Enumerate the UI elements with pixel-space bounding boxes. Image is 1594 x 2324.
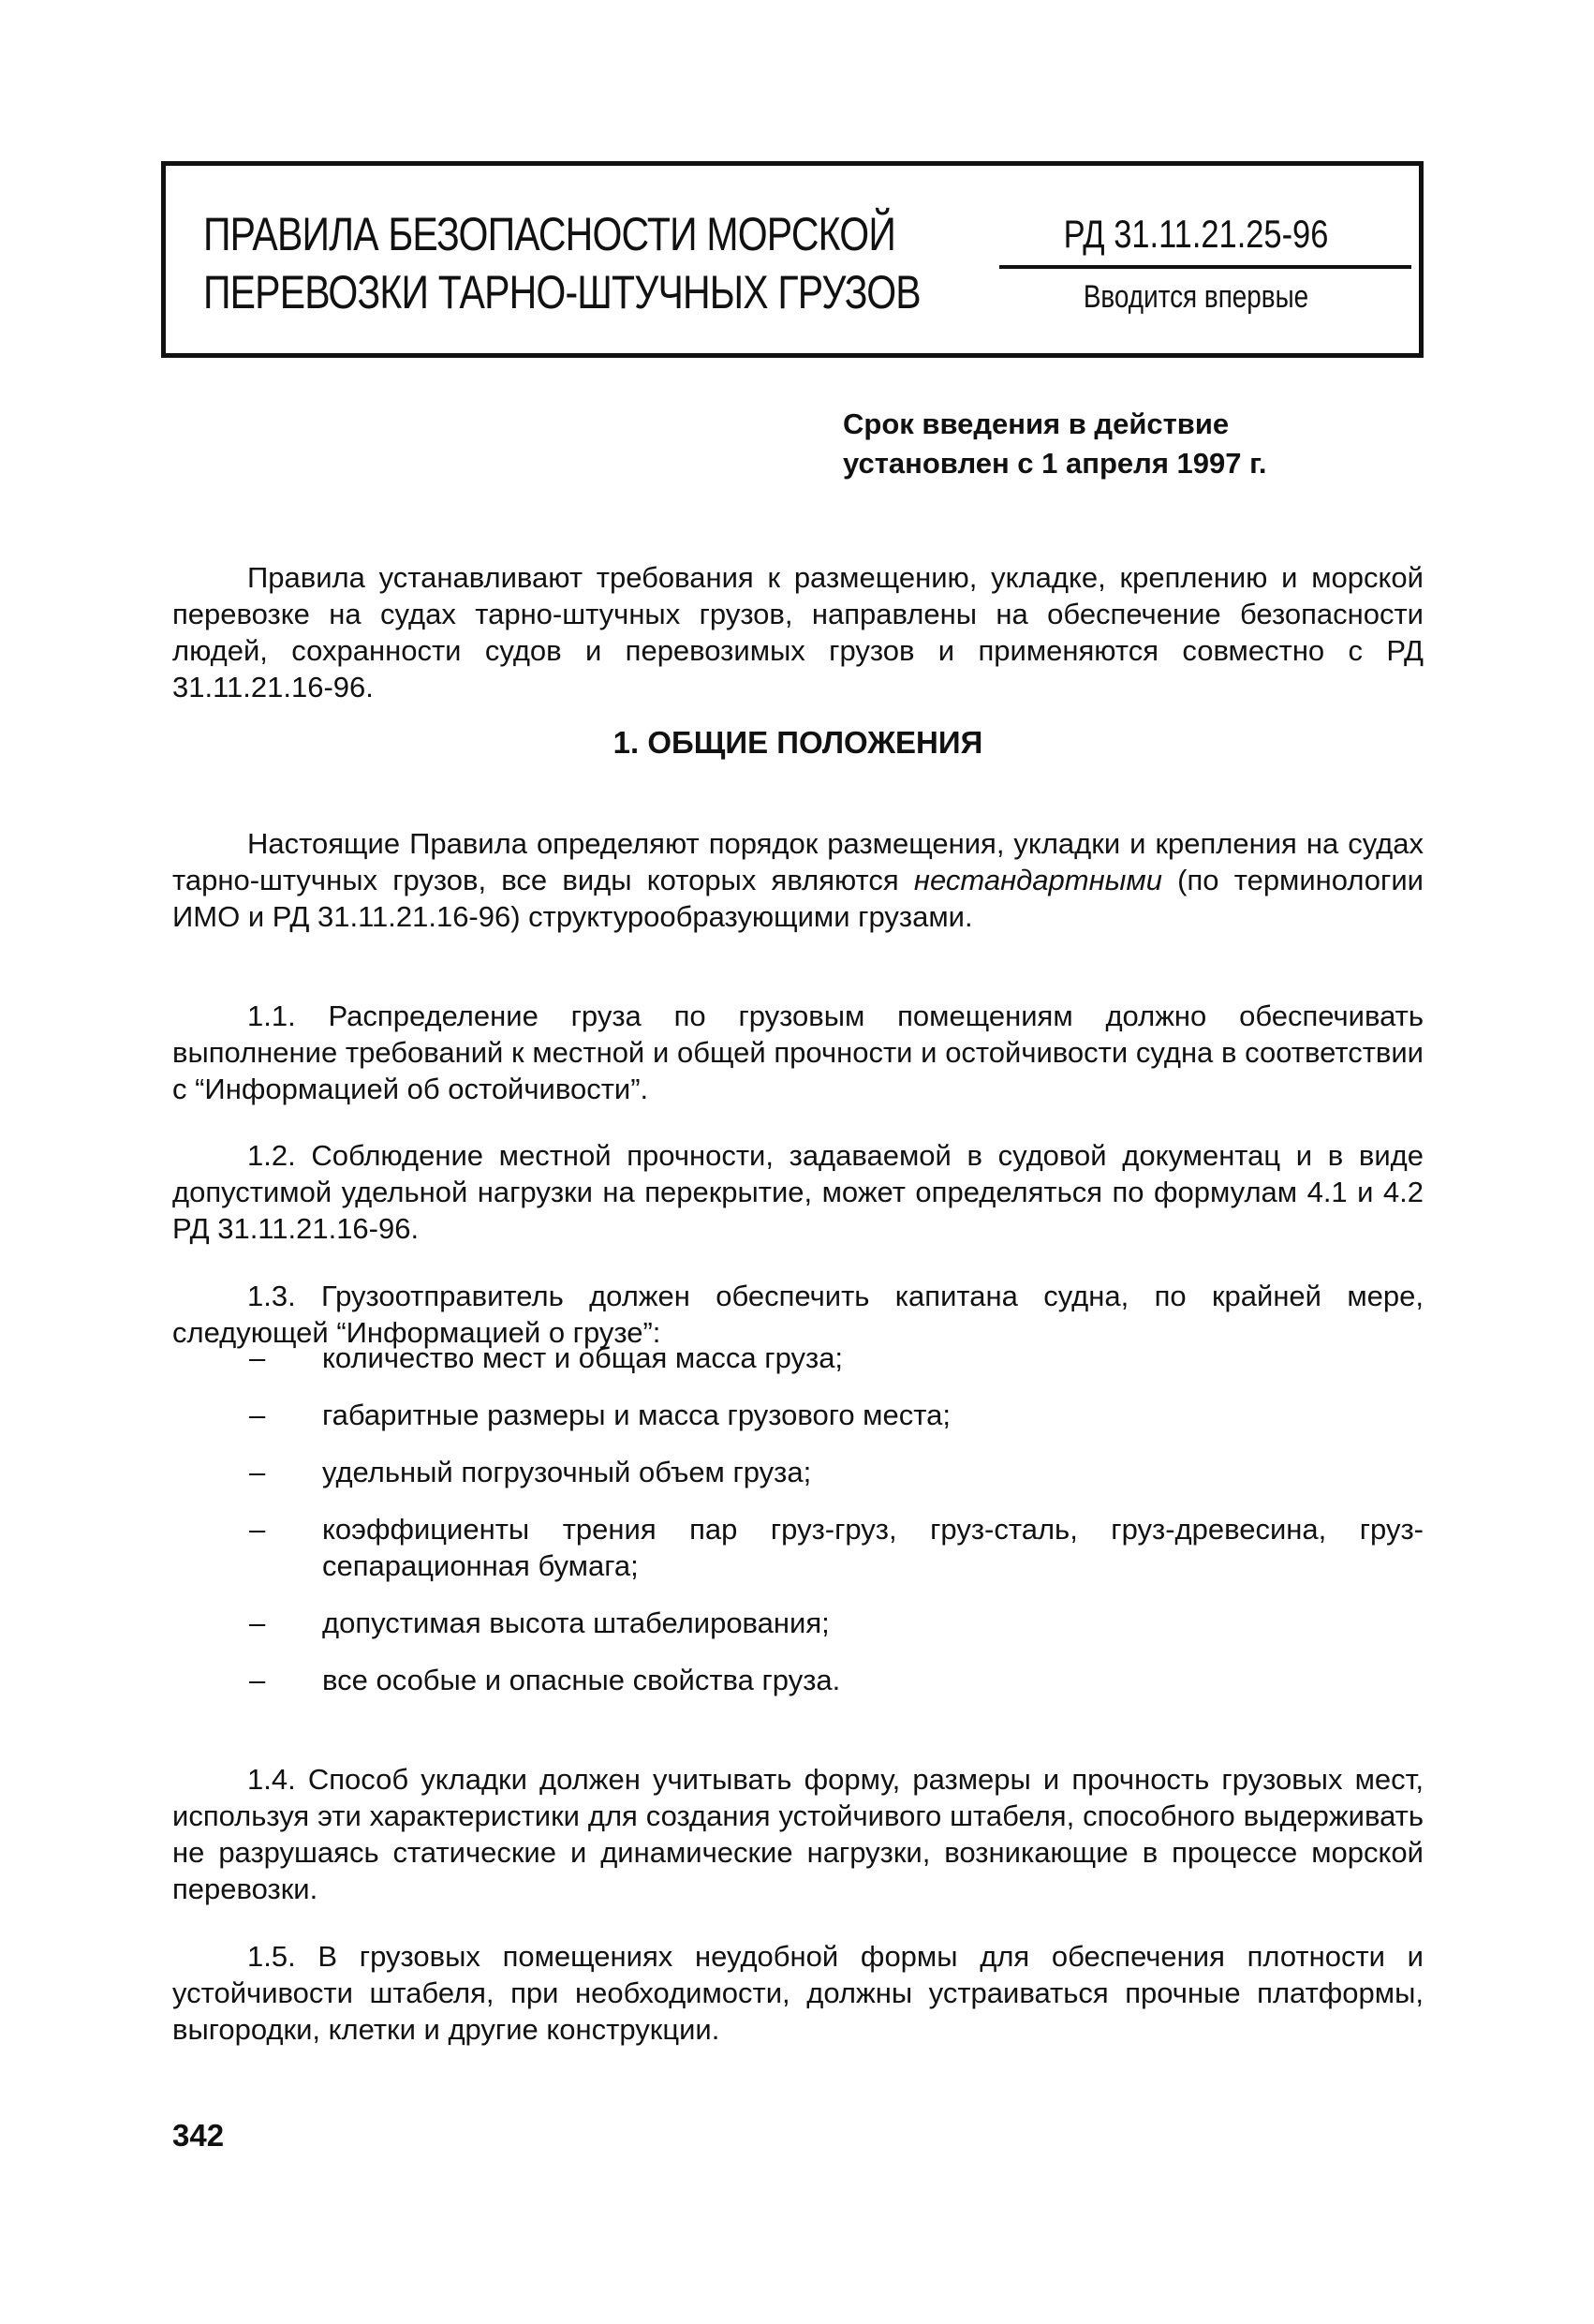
header-divider: [999, 265, 1411, 269]
effective-date-line-1: Срок введения в действие: [843, 407, 1230, 440]
list-item-text: все особые и опасные свойства груза.: [322, 1664, 841, 1696]
document-title-line-2: ПЕРЕВОЗКИ ТАРНО-ШТУЧНЫХ ГРУЗОВ: [203, 266, 921, 318]
page-number: 342: [172, 2118, 225, 2153]
document-title-line-1: ПРАВИЛА БЕЗОПАСНОСТИ МОРСКОЙ: [203, 208, 895, 260]
list-dash: –: [249, 1456, 266, 1488]
document-code: РД 31.11.21.25-96: [1063, 212, 1329, 256]
list-item-text: удельный погрузочный объем груза;: [322, 1456, 812, 1488]
document-header-box: [161, 161, 1424, 358]
list-dash: –: [249, 1664, 266, 1696]
list-item: [172, 1662, 1424, 1698]
intro-paragraph: Правила устанавливают требования к размещению, укладке, креплению и морской перевозке на судах тарно-штучных грузов, направлены на обеспечение безопасности людей, сохранности судов и перевозимых грузов и применяются совместно с РД 31.11.21.16-96.: [172, 561, 1424, 703]
list-dash: –: [249, 1399, 266, 1431]
cargo-information-list: [172, 1340, 1424, 1719]
list-item: [172, 1511, 1424, 1584]
effective-date: [843, 405, 1424, 483]
list-dash: –: [249, 1606, 266, 1639]
paragraph-1-3: 1.3. Грузоотправитель должен обеспечить капитана судна, по крайней мере, следующей “Информацией о грузе”:: [172, 1280, 1424, 1349]
list-item-text: количество мест и общая масса груза;: [322, 1341, 844, 1374]
list-item-text: габаритные размеры и масса грузового места;: [322, 1399, 951, 1431]
paragraph-1-2: 1.2. Соблюдение местной прочности, задаваемой в судовой документац и в виде допустимой удельной нагрузки на перекрытие, может определяться по формулам 4.1 и 4.2 РД 31.11.21.16-96.: [172, 1139, 1424, 1245]
general-provisions-paragraph: [172, 825, 1424, 935]
list-dash: –: [249, 1513, 266, 1546]
section-heading: 1. ОБЩИЕ ПОЛОЖЕНИЯ: [613, 725, 983, 760]
general-provisions-text-end: (по терминологии ИМО и РД 31.11.21.16-96) структурообразующими грузами.: [172, 864, 1424, 933]
paragraph-1-4: 1.4. Способ укладки должен учитывать форму, размеры и прочность грузовых мест, используя эти характеристики для создания устойчивого штабеля, способного выдерживать не разрушаясь статические и динамические нагрузки, возникающие в процессе морской перевозки.: [172, 1763, 1424, 1905]
list-item: [172, 1605, 1424, 1641]
effective-date-line-2: установлен с 1 апреля 1997 г.: [843, 447, 1267, 480]
introduction-note: Вводится впервые: [1083, 279, 1309, 315]
list-item: [172, 1397, 1424, 1433]
paragraph-1-1: 1.1. Распределение груза по грузовым помещениям должно обеспечивать выполнение требований к местной и общей прочности и остойчивости судна в соответствии с “Информацией об остойчивости”.: [172, 999, 1424, 1105]
list-item: [172, 1454, 1424, 1490]
paragraph-1-5: 1.5. В грузовых помещениях неудобной формы для обеспечения плотности и устойчивости штабеля, при необходимости, должны устраиваться прочные платформы, выгородки, клетки и другие конструкции.: [172, 1940, 1424, 2046]
general-provisions-text-start: Настоящие Правила определяют порядок размещения, укладки и крепления на судах тарно-штучных грузов, все виды которых являются: [172, 827, 1424, 896]
list-dash: –: [249, 1341, 266, 1374]
list-item: [172, 1340, 1424, 1376]
general-provisions-italic-term: нестандартными: [913, 864, 1162, 896]
list-item-text: допустимая высота штабелирования;: [322, 1606, 830, 1639]
list-item-text: коэффициенты трения пар груз-груз, груз-сталь, груз-древесина, груз-сепарационная бумага;: [322, 1513, 1424, 1582]
document-title: [203, 205, 921, 321]
